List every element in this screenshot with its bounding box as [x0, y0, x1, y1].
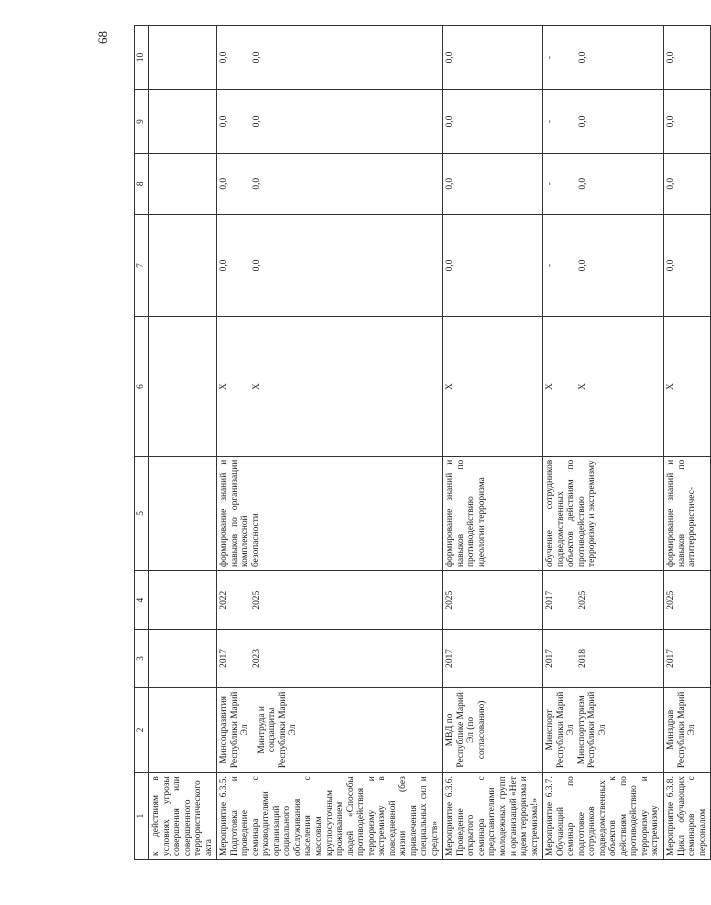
start-year: 2023	[251, 649, 262, 668]
col7-value: 0,0	[663, 214, 710, 317]
executor: Минсоцразвития Республики Марий Эл	[219, 691, 251, 769]
col7-value: 0,0	[577, 259, 588, 272]
col10-value: 0,0	[443, 26, 543, 90]
header-row	[135, 26, 149, 860]
table-row	[663, 26, 710, 860]
header-cell: 10	[135, 26, 149, 90]
activity-description: к действиям в условиях угрозы совершения или совершенного террористического акта	[149, 773, 217, 860]
end-year: 2025	[251, 590, 262, 610]
col6-cell	[543, 317, 664, 456]
col8-value: 0,0	[251, 177, 262, 190]
col9-value: 0,0	[251, 115, 262, 128]
end-year: 2025	[443, 571, 543, 630]
col8-value: 0,0	[663, 154, 710, 215]
col8-value: 0,0	[443, 154, 543, 215]
executor: Минспорт Республики Марий Эл	[545, 691, 577, 769]
col9-cell	[543, 90, 664, 154]
col10-value: 0,0	[577, 51, 588, 64]
col6-mark: Х	[219, 383, 230, 390]
start-year: 2017	[663, 630, 710, 687]
col7-value: 0,0	[251, 259, 262, 272]
col8-value: 0,0	[577, 177, 588, 190]
col6-mark: Х	[577, 383, 588, 390]
col10-value: 0,0	[663, 26, 710, 90]
end-year: 2017	[545, 590, 556, 610]
start-year: 2018	[577, 649, 588, 668]
end-year-cell	[543, 571, 664, 630]
end-year: 2025	[663, 571, 710, 630]
end-year: 2025	[577, 590, 588, 610]
header-cell: 6	[135, 317, 149, 456]
activity-description: Мероприятие 6.3.8. Цикл обучающих семинаров с персоналом	[663, 773, 710, 860]
header-cell: 5	[135, 456, 149, 570]
header-cell: 9	[135, 90, 149, 154]
col6-mark: Х	[251, 383, 262, 390]
start-year: 2017	[545, 649, 556, 668]
col10-cell	[543, 26, 664, 90]
col6-mark: Х	[545, 383, 556, 390]
col7-value: -	[545, 263, 556, 268]
header-cell: 1	[135, 773, 149, 860]
end-year: 2022	[219, 590, 230, 610]
col8-cell	[543, 154, 664, 215]
start-year: 2017	[443, 630, 543, 687]
col6-cell	[217, 317, 443, 456]
col10-value: -	[545, 55, 556, 60]
header-cell: 2	[135, 687, 149, 773]
header-cell: 7	[135, 214, 149, 317]
col7-cell	[217, 214, 443, 317]
expected-result: обучение сотрудников подведомственных объектов действиям по противодействию терроризму и экстремизму	[543, 456, 664, 570]
header-cell: 3	[135, 630, 149, 687]
col9-value: -	[545, 119, 556, 124]
col9-value: 0,0	[577, 115, 588, 128]
activity-description: Мероприятие 6.3.6. Проведение открытого семинара с представителями молодежных групп и организаций «Нет идеям терроризма и экстремизма!»	[443, 773, 543, 860]
col10-cell	[217, 26, 443, 90]
col8-value: 0,0	[219, 177, 230, 190]
executor-cell	[543, 687, 664, 773]
col9-cell	[217, 90, 443, 154]
activity-description: Мероприятие 6.3.7. Обучающий семинар по подготовке сотрудников подведомственных объектов к действиям по противодействию терроризму и экстремизму	[543, 773, 664, 860]
col9-value: 0,0	[663, 90, 710, 154]
executor: Минздрав Республики Марий Эл	[663, 687, 710, 773]
col7-value: 0,0	[219, 259, 230, 272]
table-row	[543, 26, 664, 860]
table-row	[149, 26, 217, 860]
col7-cell	[543, 214, 664, 317]
expected-result: формирование знаний и навыков по антитеррористичес-	[663, 456, 710, 570]
col10-value: 0,0	[219, 51, 230, 64]
col8-cell	[217, 154, 443, 215]
col9-value: 0,0	[443, 90, 543, 154]
start-year-cell	[543, 630, 664, 687]
table-row	[217, 26, 443, 860]
rotated-table-container	[134, 25, 708, 860]
end-year-cell	[217, 571, 443, 630]
program-activities-table	[134, 25, 711, 860]
expected-result: формирование знаний и навыков по противодействию идеологии терроризма	[443, 456, 543, 570]
table-row	[443, 26, 543, 860]
start-year: 2017	[219, 649, 230, 668]
col10-value: 0,0	[251, 51, 262, 64]
page-number: 68	[95, 31, 110, 44]
start-year-cell	[217, 630, 443, 687]
executor: Минспорттуризм Республики Марий Эл	[576, 691, 608, 769]
col6-mark: Х	[663, 317, 710, 456]
expected-result: формирование знаний и навыков по организации комплексной безопасности	[217, 456, 443, 570]
header-cell: 8	[135, 154, 149, 215]
col8-value: -	[545, 182, 556, 186]
col6-mark: Х	[443, 317, 543, 456]
activity-description: Мероприятие 6.3.5. Подготовка и проведение семинара с руководителями организаций социального обслуживания населения с массовым круглосуточным проживанием людей «Способы противодействия терроризму и экстремизму в повседневной жизни (без привлечения специальных сил и средств»	[217, 773, 443, 860]
header-cell: 4	[135, 571, 149, 630]
col9-value: 0,0	[219, 115, 230, 128]
col7-value: 0,0	[443, 214, 543, 317]
executor: МВД по Республике Марий Эл (по согласованию)	[443, 687, 543, 773]
executor: Минтруда и соцзащиты Республики Марий Эл	[256, 691, 299, 769]
executor-cell	[217, 687, 443, 773]
